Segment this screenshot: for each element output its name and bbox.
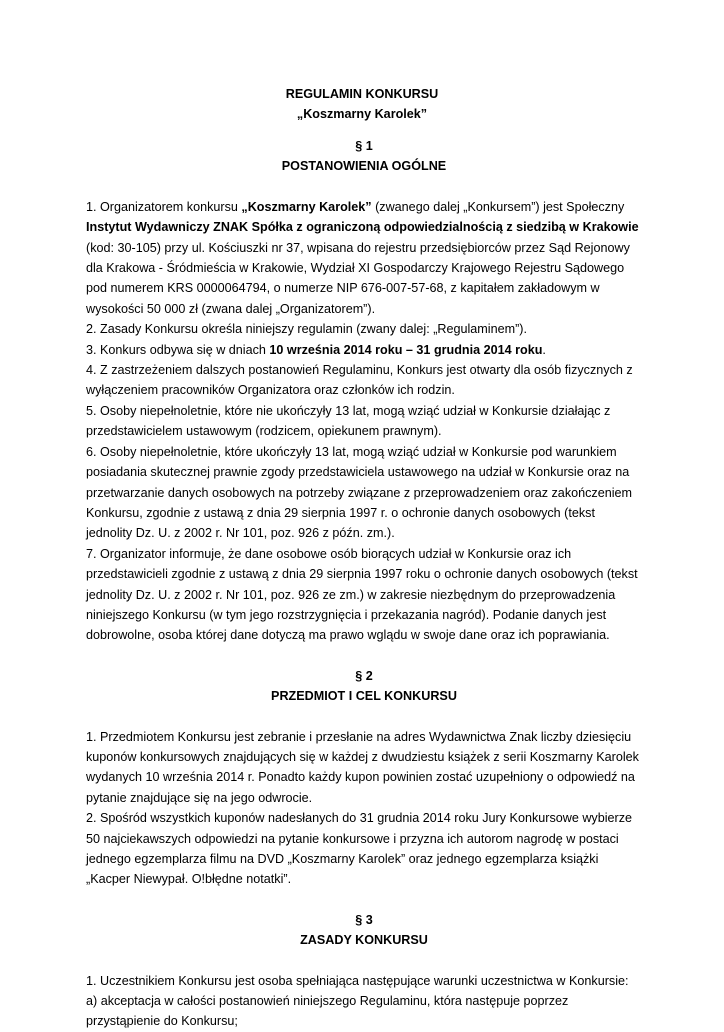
section-2-paragraph-1: 1. Przedmiotem Konkursu jest zebranie i przesłanie na adres Wydawnictwa Znak liczby dziesięciu kuponów konkursowych znajdujących się w każdej z dwudziestu książek z serii Koszmarny Karolek wydanych 10 września 2014 r. Ponadto każdy kupon powinien zostać uzupełniony o odpowiedź na pytanie znajdujące się na jego odwrocie. [86,729,639,805]
section-1-paragraph-1 [86,197,642,319]
spacer [86,890,642,910]
section-1-number: § 1 [355,139,373,153]
section-3-heading: ZASADY KONKURSU [300,933,428,948]
contest-dates: 10 września 2014 roku – 31 grudnia 2014 roku [269,342,543,357]
section-1-paragraph-5: 5. Osoby niepełnoletnie, które nie ukończyły 13 lat, mogą wziąć udział w Konkursie działając z przedstawicielem ustawowym (rodzicem, opiekunem prawnym). [86,403,611,439]
spacer [86,646,642,666]
section-3-number: § 3 [355,912,373,927]
document-subtitle: „Koszmarny Karolek” [296,107,428,122]
section-1-paragraph-2: 2. Zasady Konkursu określa niniejszy regulamin (zwany dalej: „Regulaminem”). [86,322,527,337]
section-1-heading: POSTANOWIENIA OGÓLNE [281,159,447,174]
spacer [86,177,642,197]
document-body [86,136,642,1032]
section-2-heading: PRZEDMIOT I CEL KONKURSU [271,689,457,704]
text-run: (zwanego dalej „Konkursem”) jest Społeczny [371,199,625,214]
organizer-name: Instytut Wydawniczy ZNAK Spółka z ograniczoną odpowiedzialnością z siedzibą w Krakowie [86,220,639,235]
section-3-item-a: a) akceptacja w całości postanowień niniejszego Regulaminu, która następuje poprzez przystąpienie do Konkursu; [86,994,569,1029]
section-3-paragraph-1: 1. Uczestnikiem Konkursu jest osoba spełniająca następujące warunki uczestnictwa w Konkursie: [86,973,629,988]
text-run: . [542,342,546,357]
text-run: (kod: 30-105) przy ul. Kościuszki nr 37, wpisana do rejestru przedsiębiorców przez Sąd Rejonowy dla Krakowa - Śródmieścia w Krakowie, Wydział XI Gospodarczy Krajowego Rejestru Sądowego pod numerem KRS 0000064794, o numerze NIP 676-007-57-68, z kapitałem zakładowym w wysokości 50 000 zł (zwana dalej „Organizatorem”). [86,240,630,316]
section-1-paragraph-7: 7. Organizator informuje, że dane osobowe osób biorących udział w Konkursie oraz ich przedstawicieli zgodnie z ustawą z dnia 29 sierpnia 1997 roku o ochronie danych osobowych (tekst jednolity Dz. U. z 2002 r. Nr 101, poz. 926 ze zm.) w zakresie niezbędnym do przeprowadzenia niniejszego Konkursu (w tym jego rozstrzygnięcia i przekazania nagród). Podanie danych jest dobrowolne, osoba której dane dotyczą ma prawo wglądu w swoje dane oraz ich poprawiania. [86,546,638,643]
text-run: 3. Konkurs odbywa się w dniach [86,342,270,357]
section-1-paragraph-3 [86,340,642,360]
section-1-paragraph-4: 4. Z zastrzeżeniem dalszych postanowień Regulaminu, Konkurs jest otwarty dla osób fizycznych z wyłączeniem pracowników Organizatora oraz członków ich rodzin. [86,363,633,398]
contest-name: „Koszmarny Karolek” [241,199,372,214]
spacer [86,707,642,727]
title-block [0,84,724,125]
section-1-paragraph-6: 6. Osoby niepełnoletnie, które ukończyły 13 lat, mogą wziąć udział w Konkursie pod warunkiem posiadania skutecznej prawnie zgody przedstawiciela ustawowego na udział w Konkursie oraz na przetwarzanie danych osobowych na potrzeby związane z przeprowadzeniem oraz zakończeniem Konkursu, zgodnie z ustawą z dnia 29 sierpnia 1997 r. o ochronie danych osobowych (tekst jednolity Dz. U. z 2002 r. Nr 101, poz. 926 z późn. zm.). [86,444,633,541]
document-title: REGULAMIN KONKURSU [285,87,439,101]
section-2-paragraph-2: 2. Spośród wszystkich kuponów nadesłanych do 31 grudnia 2014 roku Jury Konkursowe wybierze 50 najciekawszych odpowiedzi na pytanie konkursowe i przyzna ich autorom nagrodę w postaci jednego egzemplarza filmu na DVD „Koszmarny Karolek” oraz jednego egzemplarza książki „Kacper Niewypał. O!błędne notatki”. [86,811,633,887]
section-2-number: § 2 [355,668,373,683]
spacer [86,951,642,971]
text-run: 1. Organizatorem konkursu [86,199,242,214]
